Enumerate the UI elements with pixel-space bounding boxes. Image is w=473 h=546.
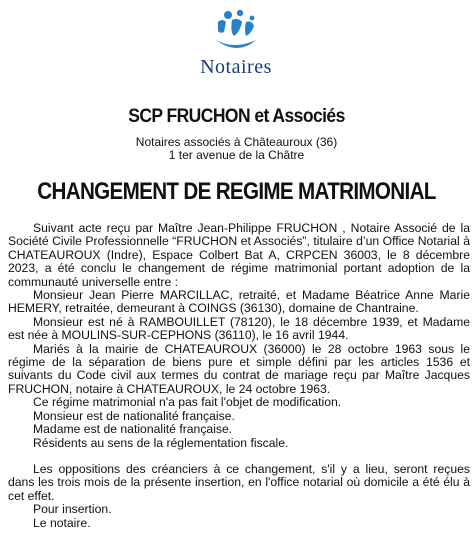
- firm-line-1: Notaires associés à Châteauroux (36): [135, 135, 338, 149]
- paragraph-act: Suivant acte reçu par Maître Jean-Philippe FRUCHON , Notaire Associé de la Société Civile Professionnelle “FRUCHON et Associés”, titulaire d’un Office Notarial à CHATEAUROUX (Indre), Espace Colbert Bat A, CRPCEN 36003, le 8 décembre 2023, a été conclu le changement de régime matrimonial portant adoption de la communauté universelle entre :: [8, 221, 470, 289]
- paragraph-no-modification: Ce régime matrimonial n'a pas fait l'objet de modification.: [33, 395, 342, 410]
- paragraph-births: Monsieur est né à RAMBOUILLET (78120), le 18 décembre 1939, et Madame est née à MOULINS-SUR-CEPHONS (36110), le 16 avril 1944.: [8, 314, 470, 343]
- paragraph-for-insertion: Pour insertion.: [33, 502, 112, 517]
- paragraph-marriage: Mariés à la mairie de CHATEAUROUX (36000) le 28 octobre 1963 sous le régime de la séparation de biens pure et simple défini par les articles 1536 et suivants du Code civil aux termes du contrat de mariage reçu par Maître Jacques FRUCHON, notaire à CHATEAUROUX, le 24 octobre 1963.: [8, 341, 470, 396]
- firm-name: SCP FRUCHON et Associés: [128, 106, 345, 127]
- paragraph-oppositions: Les oppositions des créanciers à ce changement, s'il y a lieu, seront reçues dans les trois mois de la présente insertion, en l'office notarial où domicile a été élu à cet effet.: [8, 461, 470, 503]
- paragraph-wife-nationality: Madame est de nationalité française.: [33, 422, 233, 437]
- paragraph-signature: Le notaire.: [33, 515, 91, 530]
- logo-label: Notaires: [200, 56, 272, 78]
- paragraph-husband-nationality: Monsieur est de nationalité française.: [33, 408, 235, 423]
- notaires-logo: [188, 6, 284, 82]
- notice-title: CHANGEMENT DE REGIME MATRIMONIAL: [37, 178, 436, 205]
- paragraph-tax-residents: Résidents au sens de la réglementation fiscale.: [33, 435, 289, 450]
- notice-body: [8, 222, 470, 530]
- firm-address-block: [0, 136, 473, 162]
- spacer: [8, 450, 470, 463]
- paragraph-spouses: Monsieur Jean Pierre MARCILLAC, retraité, et Madame Béatrice Anne Marie HEMERY, retraitée, demeurant à COINGS (36130), domaine de Chantraine.: [8, 288, 470, 316]
- notaires-emblem-icon: [188, 6, 284, 56]
- firm-line-2: 1 ter avenue de la Châtre: [168, 148, 305, 162]
